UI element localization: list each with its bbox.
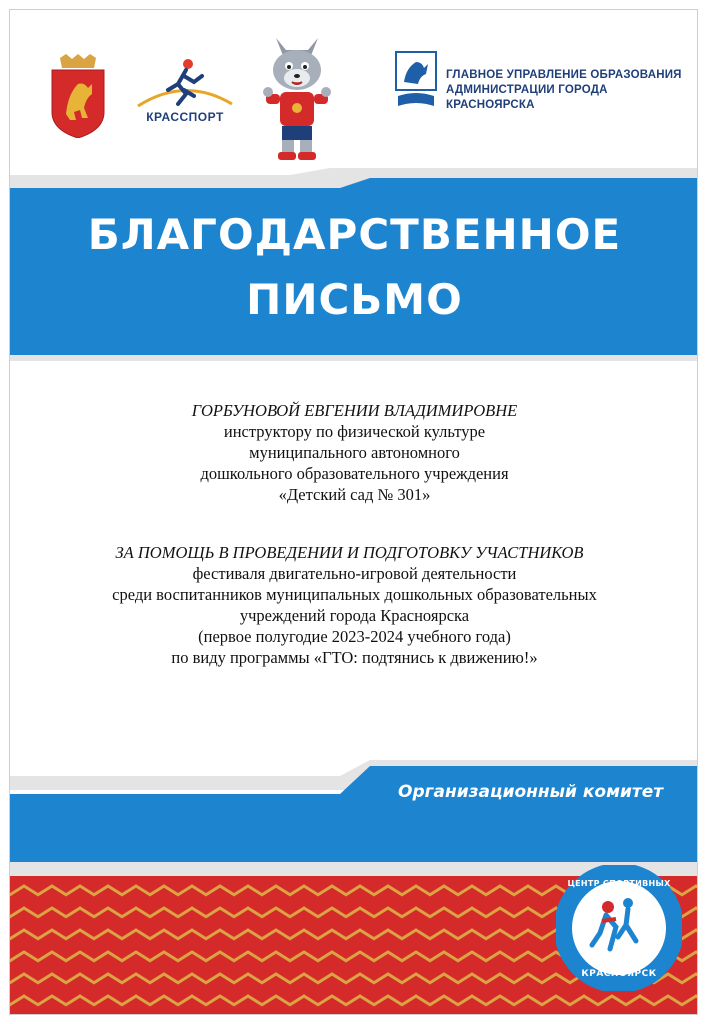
- sports-clubs-badge: [556, 865, 682, 991]
- certificate-page: [9, 9, 698, 1015]
- recipient-line3: дошкольного образовательного учреждения: [200, 464, 509, 483]
- recipient-block: [10, 400, 698, 505]
- reason-heading: ЗА ПОМОЩЬ В ПРОВЕДЕНИИ И ПОДГОТОВКУ УЧАСТНИКОВ: [115, 543, 584, 562]
- education-department-name: [446, 68, 697, 113]
- organizing-committee-label: Организационный комитет: [398, 782, 664, 802]
- reason-line3: учреждений города Красноярска: [239, 606, 470, 625]
- recipient-line1: инструктору по физической культуре: [223, 422, 486, 441]
- reason-block: [10, 542, 698, 668]
- city-coat-of-arms-icon: [48, 54, 108, 138]
- org-name-line1: ГЛАВНОЕ УПРАВЛЕНИЕ ОБРАЗОВАНИЯ: [446, 69, 682, 81]
- org-name-line2: АДМИНИСТРАЦИИ ГОРОДА КРАСНОЯРСКА: [446, 84, 608, 111]
- title-line2: ПИСЬМО: [246, 275, 463, 324]
- badge-top-text: ЦЕНТР СПОРТИВНЫХ КЛУБОВ: [567, 879, 671, 897]
- reason-line5: по виду программы «ГТО: подтянись к движению!»: [171, 648, 538, 667]
- krassport-logo-icon: [128, 56, 242, 114]
- krassport-logo-text: КРАССПОРТ: [146, 110, 224, 124]
- reason-line1: фестиваля двигательно-игровой деятельности: [192, 564, 517, 583]
- reason-line4: (первое полугодие 2023-2024 учебного года): [198, 627, 511, 646]
- reason-line2: среди воспитанников муниципальных дошкольных образовательных: [112, 585, 597, 604]
- wolf-mascot-icon: [262, 36, 332, 164]
- badge-bottom-text: КРАСНОЯРСК: [581, 969, 657, 979]
- recipient-line4: «Детский сад № 301»: [278, 485, 431, 504]
- recipient-line2: муниципального автономного: [249, 443, 460, 462]
- education-department-emblem-icon: [394, 50, 438, 110]
- recipient-name: ГОРБУНОВОЙ ЕВГЕНИИ ВЛАДИМИРОВНЕ: [191, 401, 518, 420]
- title-line1: БЛАГОДАРСТВЕННОЕ: [87, 210, 622, 259]
